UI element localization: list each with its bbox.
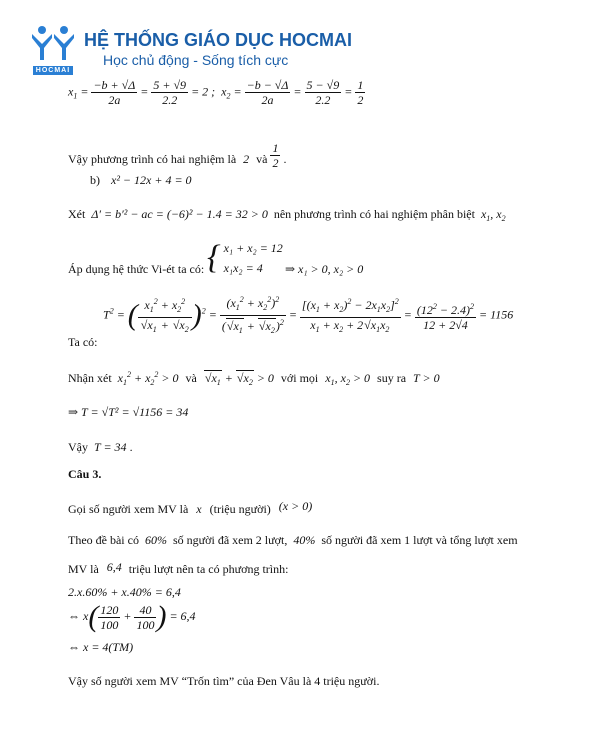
brace-icon: {: [207, 239, 221, 276]
logo-figures-icon: [30, 24, 76, 62]
mv-line: MV là 6,4 triệu lượt nên ta có phương trình:: [68, 560, 289, 576]
vieta-label: Áp dụng hệ thức Vi-ét ta có:: [68, 262, 205, 276]
part-b: b) x² − 12x + 4 = 0: [90, 173, 192, 187]
header-slogan: Học chủ động - Sống tích cực: [103, 52, 289, 68]
hocmai-logo: [30, 24, 76, 74]
vay-T-line: Vậy T = 34 .: [68, 440, 133, 454]
equation-1: 2.x.60% + x.40% = 6,4: [68, 585, 181, 599]
discriminant-line: Xét Δ′ = b′² − ac = (−6)² − 1.4 = 32 > 0 nên phương trình có hai nghiệm phân biệt $x_1$, $x_2$: [68, 207, 506, 223]
ta-co-label: Ta có:: [68, 335, 98, 349]
equation-2: ⇔ x( $\frac{120}{100}$ + $\frac{40}{100}$ ) = 6,4: [68, 600, 196, 633]
vieta-system: { x₁ + x₂ = 12 x₁x₂ = 4: [207, 239, 283, 276]
header-title: HỆ THỐNG GIÁO DỤC HOCMAI: [84, 30, 352, 50]
theo-de-line: Theo đề bài có 60% số người đã xem 2 lượt, 40% số người đã xem 1 lượt và tổng lượt xem: [68, 533, 518, 547]
T-squared-formula: $T^2$ = ( $\frac{x_1^2 + x_2^2}{√x_1 + √x_2}$ )$^2$ = $\frac{(x_1^2 + x_2^2)^2}{(√x_1 + √x_2)^2}$ = $\frac{[(x_1 + x_2)^2 - 2x_1x_2]^2}{x_1 + x_2 + 2√x_1x_2}$ = $\frac{(12^2 - 2.4)^2}{12 + 2√4}$ = 1156: [103, 295, 514, 335]
question-3-heading: Câu 3.: [68, 467, 102, 481]
equation-3: ⇔ x = 4(TM): [68, 640, 134, 654]
logo-text: HOCMAI: [33, 66, 73, 75]
T-result: ⇒ T = √T² = √1156 = 34: [68, 405, 189, 419]
nhan-xet-line: Nhận xét $x_1^2 + x_2^2 > 0$ và $√x_1 + √x_2 > 0$ với mọi $x_1$, $x_2 > 0$ suy ra T > 0: [68, 370, 440, 387]
goi-line: Gọi số người xem MV là x (triệu người) (x > 0): [68, 499, 313, 516]
vieta-implies: ⇒ x₁ > 0, x₂ > 0: [285, 262, 364, 276]
final-answer: Vậy số người xem MV “Trốn tìm” của Đen Vâu là 4 triệu người.: [68, 674, 380, 688]
roots-formula: $x_1$ = $\frac{-b + √\Delta}{2a}$ = $\frac{5 + √9}{2.2}$ = 2 ; $x_2$ = $\frac{-b - √\Delta}{2a}$ = $\frac{5 - √9}{2.2}$ = $\frac{1}{2}$: [68, 78, 364, 107]
conclude-roots: Vậy phương trình có hai nghiệm là 2 và $\frac{1}{2}$ .: [68, 141, 287, 170]
